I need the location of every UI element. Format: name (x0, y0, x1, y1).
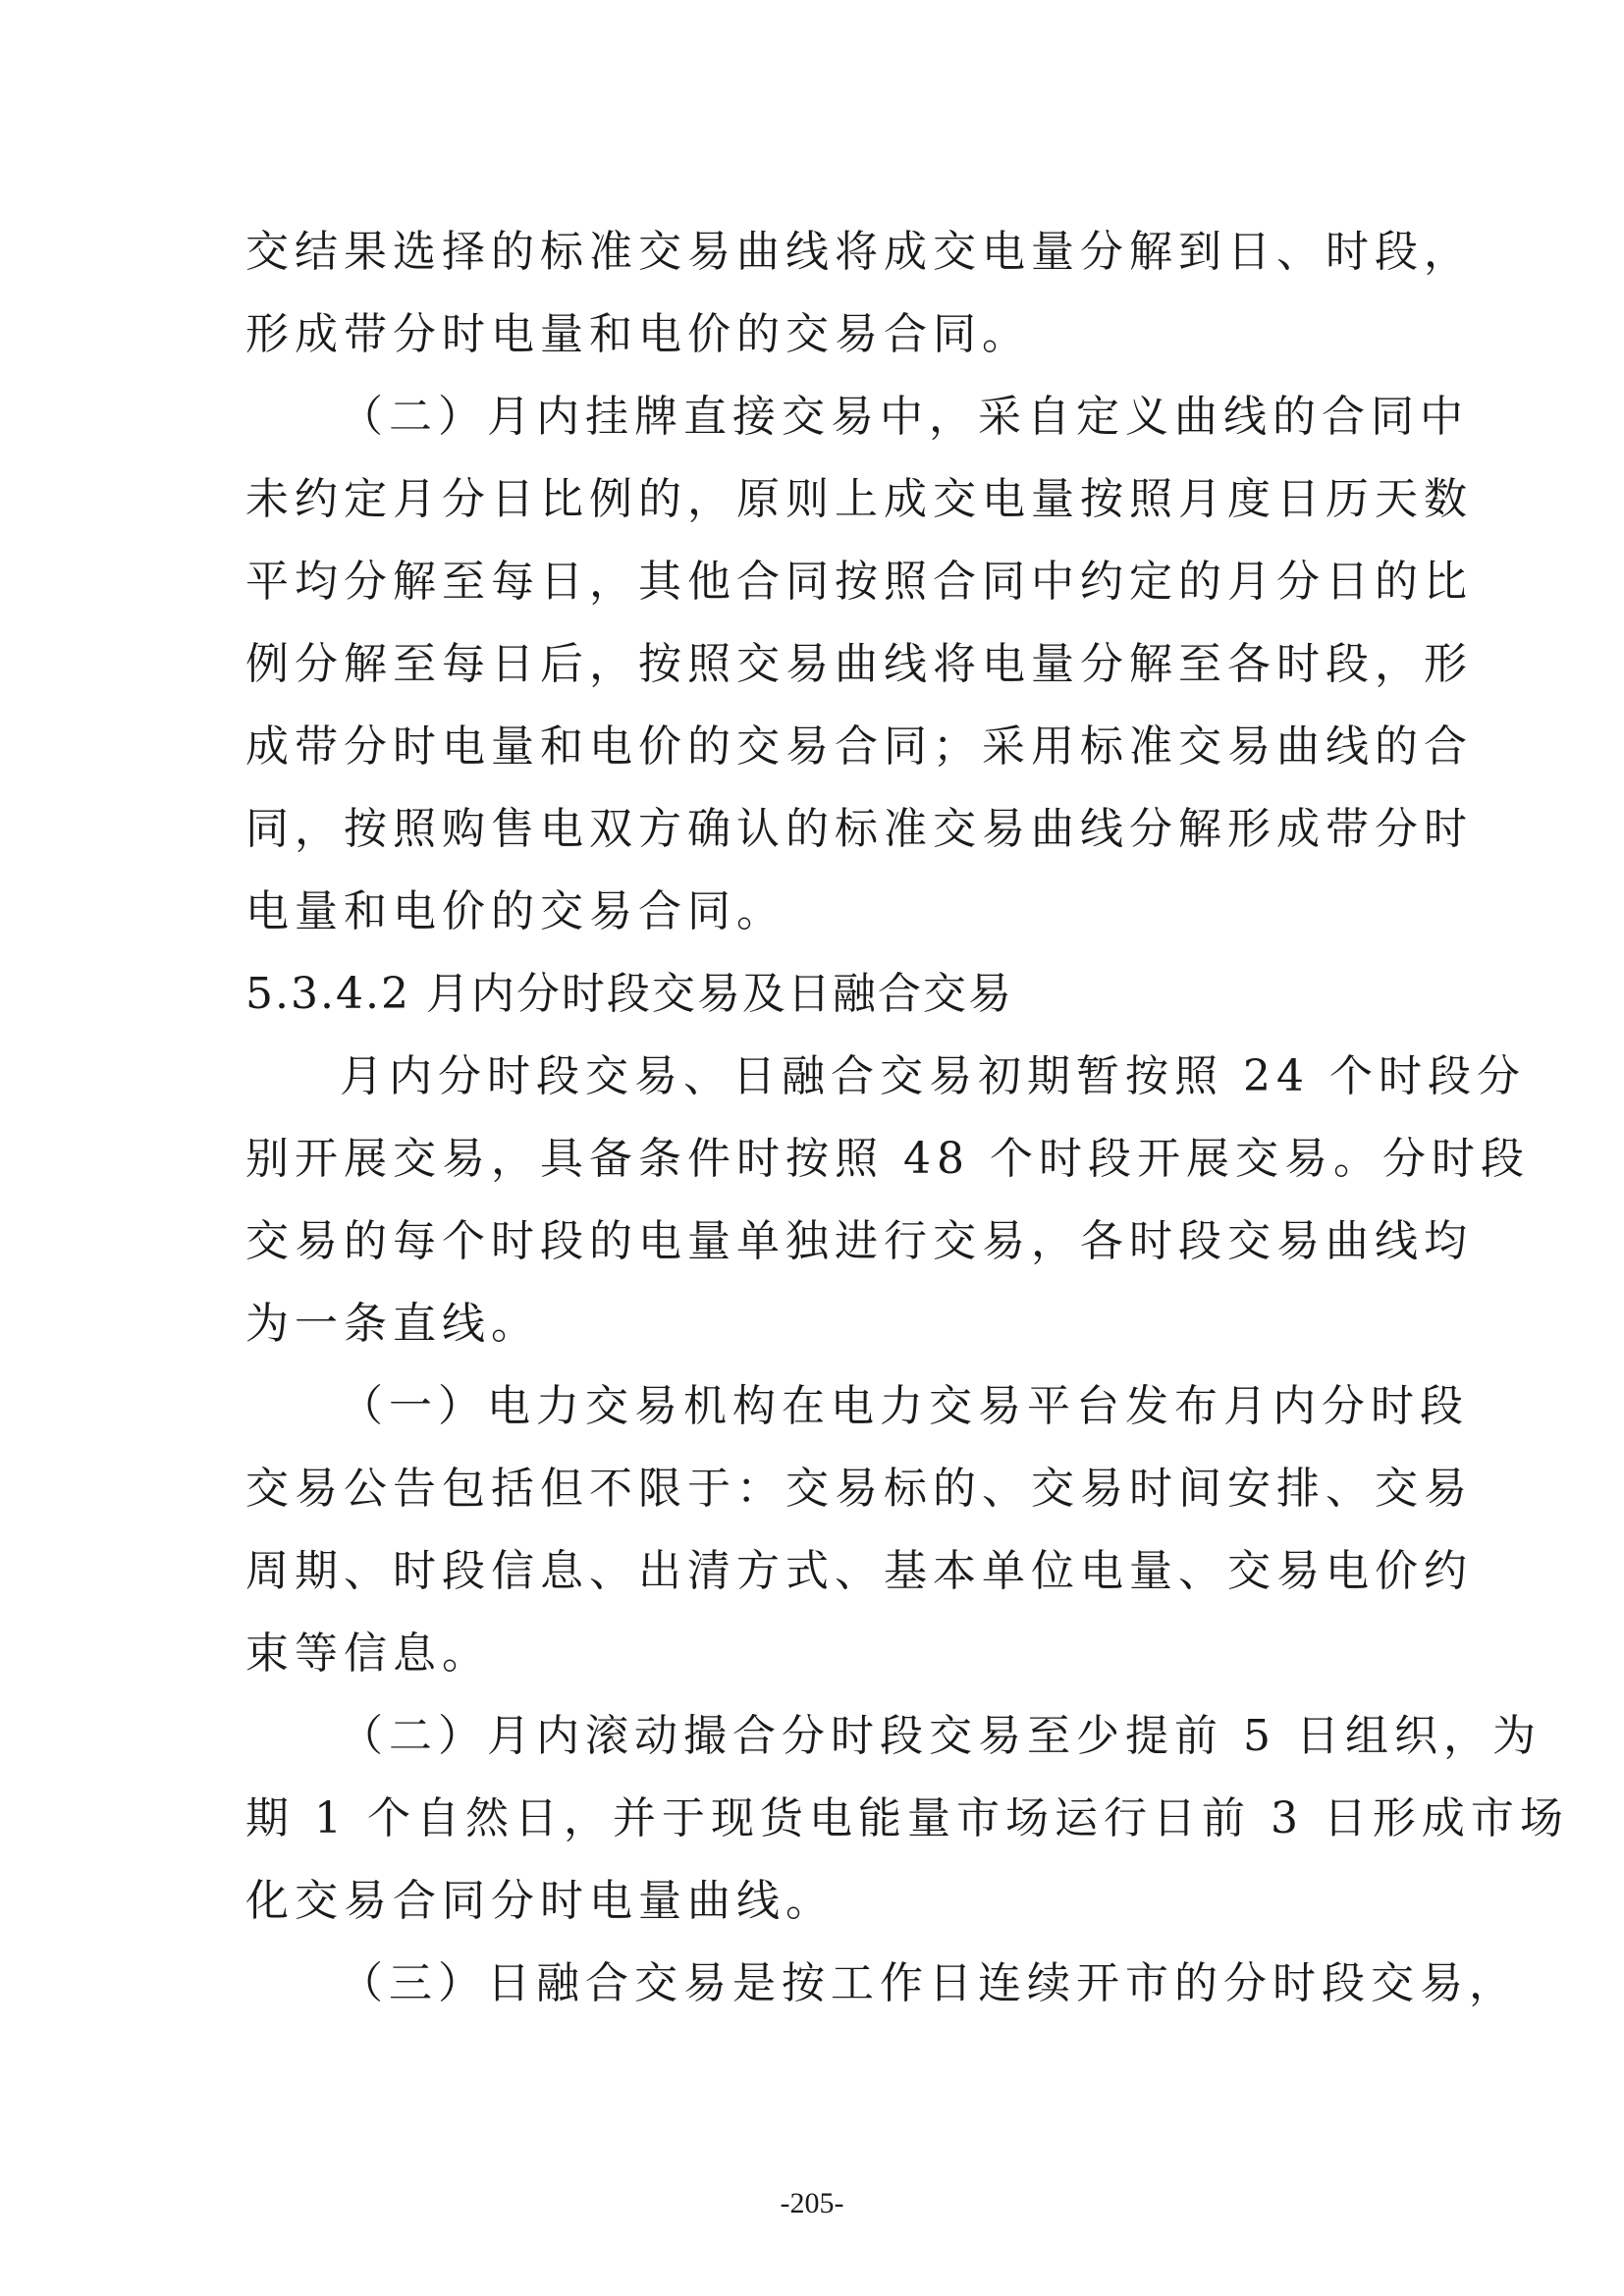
text-line-13: 交易的每个时段的电量单独进行交易，各时段交易曲线均 (245, 1216, 1473, 1266)
text-line-22: （三）日融合交易是按工作日连续开市的分时段交易， (340, 1958, 1518, 2008)
text-line-8: 同，按照购售电双方确认的标准交易曲线分解形成带分时 (245, 804, 1473, 854)
text-line-18: 束等信息。 (245, 1629, 491, 1679)
section-heading: 5.3.4.2 月内分时段交易及日融合交易 (245, 969, 1013, 1019)
text-line-17: 周期、时段信息、出清方式、基本单位电量、交易电价约 (245, 1546, 1473, 1596)
text-line-19: （二）月内滚动撮合分时段交易至少提前 5 日组织，为 (340, 1711, 1542, 1761)
text-line-16: 交易公告包括但不限于：交易标的、交易时间安排、交易 (245, 1464, 1473, 1514)
text-line-11: 月内分时段交易、日融合交易初期暂按照 24 个时段分 (340, 1051, 1526, 1101)
text-line-21: 化交易合同分时电量曲线。 (245, 1876, 835, 1926)
text-line-6: 例分解至每日后，按照交易曲线将电量分解至各时段，形 (245, 639, 1473, 689)
text-line-15: （一）电力交易机构在电力交易平台发布月内分时段 (340, 1381, 1469, 1431)
text-line-3: （二）月内挂牌直接交易中，采自定义曲线的合同中 (340, 392, 1469, 442)
text-line-12: 别开展交易，具备条件时按照 48 个时段开展交易。分时段 (245, 1134, 1530, 1184)
text-line-4: 未约定月分日比例的，原则上成交电量按照月度日历天数 (245, 474, 1473, 524)
page-number: -205- (780, 2187, 844, 2219)
text-line-7: 成带分时电量和电价的交易合同；采用标准交易曲线的合 (245, 721, 1473, 772)
text-line-9: 电量和电价的交易合同。 (245, 886, 785, 936)
text-line-14: 为一条直线。 (245, 1299, 540, 1349)
text-line-2: 形成带分时电量和电价的交易合同。 (245, 309, 1031, 359)
text-line-5: 平均分解至每日，其他合同按照合同中约定的月分日的比 (245, 557, 1473, 607)
text-line-1: 交结果选择的标准交易曲线将成交电量分解到日、时段， (245, 227, 1473, 277)
document-body (245, 211, 1569, 2025)
text-line-20: 期 1 个自然日，并于现货电能量市场运行日前 3 日形成市场 (245, 1793, 1569, 1843)
